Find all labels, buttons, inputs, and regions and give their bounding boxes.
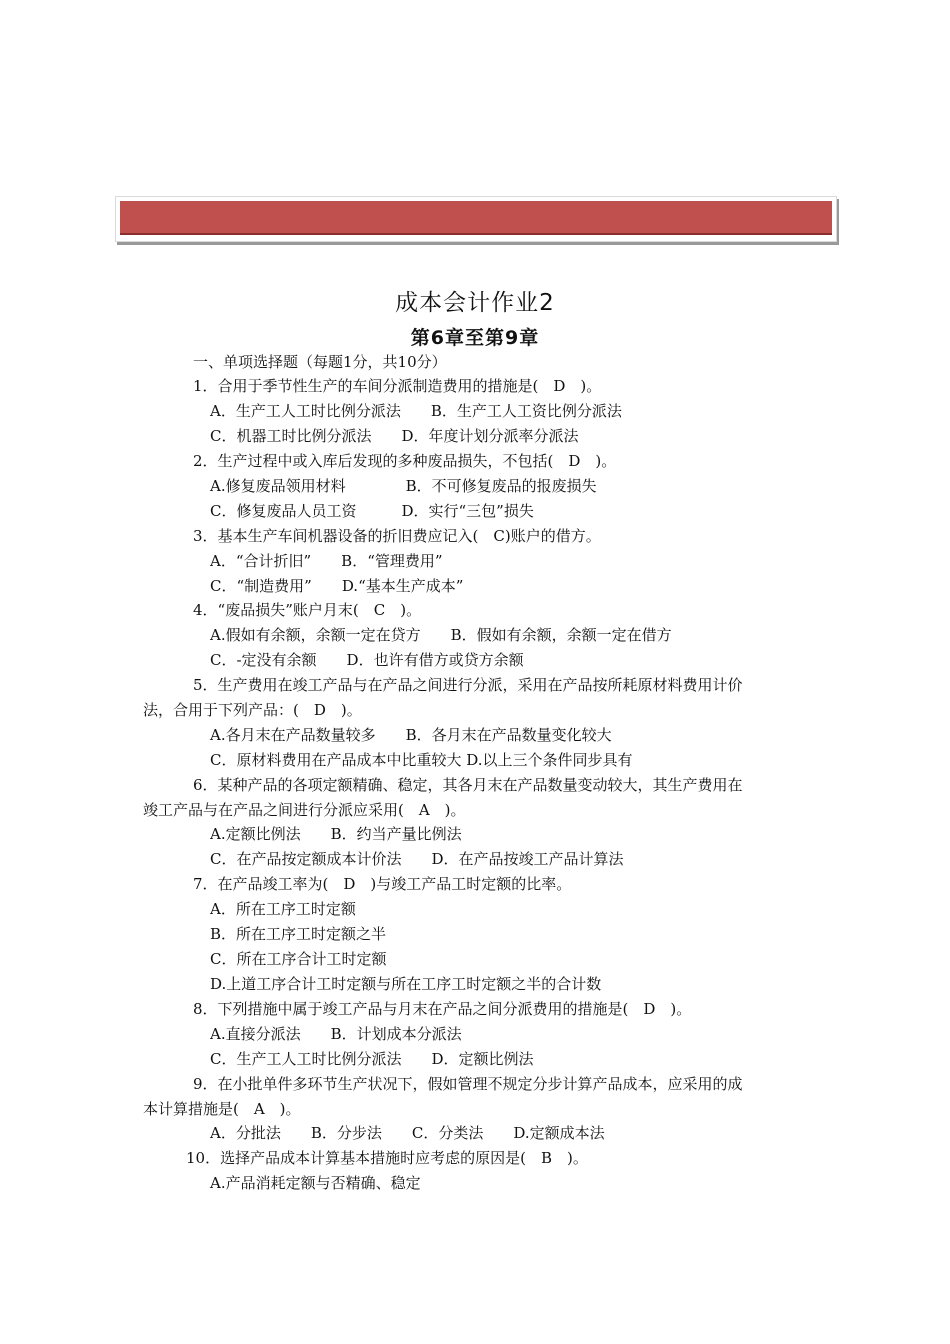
option-line: A.产品消耗定额与否精确、稳定: [210, 1174, 421, 1192]
option-line: C．生产工人工时比例分派法 D．定额比例法: [210, 1050, 534, 1068]
question-line: 7．在产品竣工率为( D )与竣工产品工时定额的比率。: [193, 875, 572, 893]
option-line: C．机器工时比例分派法 D．年度计划分派率分派法: [210, 427, 579, 445]
option-line: A.定额比例法 B．约当产量比例法: [210, 825, 462, 843]
option-line: A.各月末在产品数量较多 B．各月末在产品数量变化较大: [210, 726, 612, 744]
option-line: A．所在工序工时定额: [210, 900, 356, 918]
document-subtitle: 第6章至第9章: [410, 327, 540, 349]
question-line-continued: 竣工产品与在产品之间进行分派应采用( A )。: [143, 801, 466, 819]
question-line: 4．“废品损失”账户月末( C )。: [193, 601, 422, 619]
question-line: 2．生产过程中或入库后发现的多种废品损失，不包括( D )。: [193, 452, 617, 470]
option-line: A.修复废品领用材料 B．不可修复废品的报废损失: [210, 477, 597, 495]
question-line: 5．生产费用在竣工产品与在产品之间进行分派，采用在产品按所耗原材料费用计价: [193, 676, 743, 694]
section-heading: 一、单项选择题（每题1分，共10分）: [193, 353, 447, 371]
option-line: A．“合计折旧” B．“管理费用”: [210, 552, 443, 570]
question-line: 8．下列措施中属于竣工产品与月末在产品之间分派费用的措施是( D )。: [193, 1000, 692, 1018]
option-line: A.假如有余额，余额一定在贷方 B．假如有余额，余额一定在借方: [210, 626, 672, 644]
question-line: 1．合用于季节性生产的车间分派制造费用的措施是( D )。: [193, 377, 602, 395]
question-line-continued: 法，合用于下列产品：( D )。: [143, 701, 362, 719]
header-banner: [115, 196, 837, 242]
question-line: 6．某种产品的各项定额精确、稳定，其各月末在产品数量变动较大，其生产费用在: [193, 776, 743, 794]
option-line: A．生产工人工时比例分派法 B．生产工人工资比例分派法: [210, 402, 622, 420]
option-line: B．所在工序工时定额之半: [210, 925, 387, 943]
question-line-continued: 本计算措施是( A )。: [143, 1100, 301, 1118]
option-line: A.直接分派法 B．计划成本分派法: [210, 1025, 462, 1043]
option-line: A．分批法 B．分步法 C．分类法 D.定额成本法: [210, 1124, 605, 1142]
header-banner-bar: [120, 201, 832, 235]
option-line: C．所在工序合计工时定额: [210, 950, 387, 968]
option-line: C．-定没有余额 D．也许有借方或贷方余额: [210, 651, 524, 669]
question-line: 9．在小批单件多环节生产状况下，假如管理不规定分步计算产品成本，应采用的成: [193, 1075, 743, 1093]
option-line: C．修复废品人员工资 D．实行“三包”损失: [210, 502, 534, 520]
question-line: 3．基本生产车间机器设备的折旧费应记入( C)账户的借方。: [193, 527, 601, 545]
document-title: 成本会计作业2: [395, 290, 555, 316]
question-line: 10．选择产品成本计算基本措施时应考虑的原因是( B )。: [186, 1149, 588, 1167]
option-line: D.上道工序合计工时定额与所在工序工时定额之半的合计数: [210, 975, 602, 993]
option-line: C．原材料费用在产品成本中比重较大 D.以上三个条件同步具有: [210, 751, 633, 769]
option-line: C．“制造费用” D.“基本生产成本”: [210, 577, 464, 595]
option-line: C．在产品按定额成本计价法 D．在产品按竣工产品计算法: [210, 850, 624, 868]
